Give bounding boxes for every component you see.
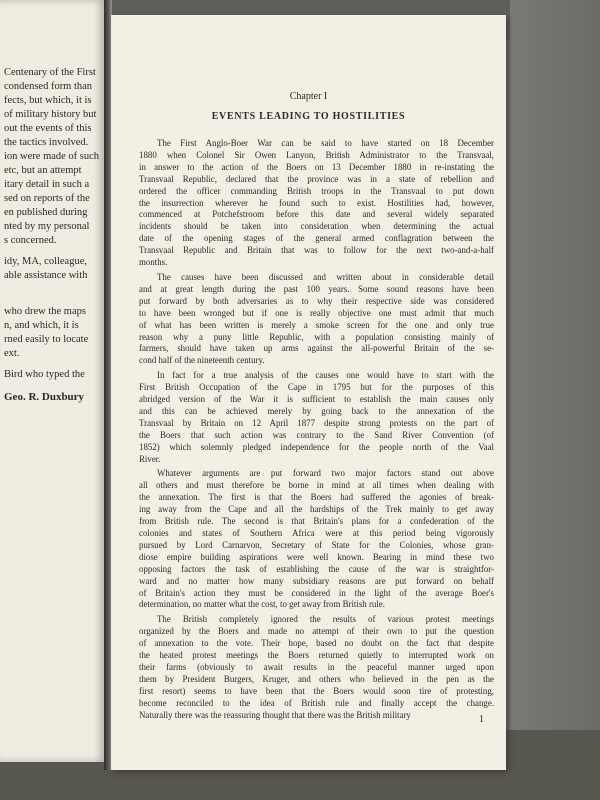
body-line: in answer to the action of the Boers on 13 December 1880 in re-instating the xyxy=(139,161,494,172)
body-line: ing away from the Cape and all the hardships of the Trek mainly to get away xyxy=(139,504,494,515)
left-page-line: fects, but which, it is xyxy=(4,95,92,106)
left-page-line: rned easily to locate xyxy=(4,334,89,345)
body-line: the heated protest meetings the Boers returned quietly to interrupted work on xyxy=(139,650,494,661)
body-line: commenced at Potchefstroom before this date and several widely separated xyxy=(139,209,494,220)
left-page-line: Centenary of the First xyxy=(4,67,96,78)
body-line: put forward by both adversaries as to why their respective side was considered xyxy=(139,295,494,306)
body-line: of annexation to the vote. Their hope, based no doubt on the fact that despite xyxy=(139,638,494,649)
left-page-line: able assistance with xyxy=(4,270,88,281)
body-line: the insurrection wherever he found such to exist. Hostilities had, however, xyxy=(139,197,494,208)
left-page-line: Bird who typed the xyxy=(4,369,85,380)
left-page-line: etc, but an attempt xyxy=(4,165,82,176)
body-line: from British rule. The second is that Britain's plans for a confederation of the xyxy=(139,516,494,527)
body-line: first resort) seems to have been that the Boers would soon tire of protesting, xyxy=(139,685,494,696)
body-line: In fact for a true analysis of the causes one would have to start with the xyxy=(157,370,494,381)
left-page-line: sed on reports of the xyxy=(4,193,90,204)
left-page-line: nted by my personal xyxy=(4,221,90,232)
body-line: reason why a puny little Republic, with a population consisting mainly of xyxy=(139,331,494,342)
body-line: diose empire building aspirations were well known. Bearing in mind these two xyxy=(139,551,494,562)
body-line: months. xyxy=(139,257,168,268)
body-line: incidents should be taken into consideration when determining the actual xyxy=(139,221,494,232)
body-line: 1880 when Colonel Sir Owen Lanyon, British Administrator to the Transvaal, xyxy=(139,149,494,160)
body-line: ward and no matter how many subsidiary reasons are put forward on behalf xyxy=(139,575,494,586)
body-line: all others and must therefore be borne in mind at all times when dealing with xyxy=(139,480,494,491)
body-line: The causes have been discussed and written about in considerable detail xyxy=(157,271,494,282)
body-line: Transvaal Republic and Britain that was to follow for the next two-and-a-half xyxy=(139,245,494,256)
body-text xyxy=(139,138,494,722)
body-line: and at great length during the past 100 years. Some sound reasons have been xyxy=(139,283,494,294)
left-page-line: n, and which, it is xyxy=(4,320,79,331)
left-page-line: the tactics involved. xyxy=(4,137,89,148)
body-line: the annexation. The first is that the Boers had suffered the agonies of break- xyxy=(139,492,494,503)
body-line: to have been wronged but if one is really objective one must admit that much xyxy=(139,307,494,318)
left-page-line: condensed form than xyxy=(4,81,93,92)
left-page-line: who drew the maps xyxy=(4,306,86,317)
body-line: Naturally there was the reassuring thought that there was the British military xyxy=(139,709,411,720)
body-line: opposing factors the task of establishing the cause of the war is straightfor- xyxy=(139,563,494,574)
body-line: ordered the officer commanding British troops in the Transvaal to put down xyxy=(139,185,494,196)
body-line: 1852) which solemnly pledged independence for the people north of the Vaal xyxy=(139,441,494,452)
body-line: organized by the Boers and made no attempt of their own to put the question xyxy=(139,626,494,637)
left-page-line: s concerned. xyxy=(4,235,57,246)
page-number: 1 xyxy=(479,714,484,725)
body-line: cond half of the nineteenth century. xyxy=(139,355,265,366)
body-line: abridged version of the War it is sufficient to establish the main causes only xyxy=(139,394,494,405)
body-line: The First Anglo-Boer War can be said to have started on 18 December xyxy=(157,138,494,148)
left-page-line: ext. xyxy=(4,348,20,359)
body-line: them by President Burgers, Kruger, and others who believed in the pen as the xyxy=(139,673,494,684)
body-line: farmers, should have taken up arms against the all-powerful Britain of the se- xyxy=(139,343,494,354)
body-line: colonies and states of Southern Africa were at this period being vigorously xyxy=(139,528,494,538)
body-line: date of the opening stages of the general armed conflagration between the xyxy=(139,233,494,244)
left-page-signature: Geo. R. Duxbury xyxy=(4,391,85,403)
left-page-line: en published during xyxy=(4,207,88,218)
left-page-line: ion were made of such xyxy=(4,151,100,162)
previous-page xyxy=(0,0,106,762)
chapter-title: EVENTS LEADING TO HOSTILITIES xyxy=(211,111,406,122)
body-line: the Boers that such action was contrary to the Sand River Convention (of xyxy=(139,429,494,440)
body-line: and this can be achieved merely by going back to the annexation of the xyxy=(139,405,494,416)
body-line: pursued by Lord Carnarvon, Secretary of State for the Colonies, whose gran- xyxy=(139,539,494,550)
book-page xyxy=(111,15,506,770)
body-line: First British Occupation of the Cape in 1795 but for the purposes of this xyxy=(139,382,494,393)
background-right xyxy=(510,0,600,800)
body-line: become reconciled to the idea of British rule and finally accept the change. xyxy=(139,697,494,708)
chapter-heading: Chapter I xyxy=(289,91,328,102)
body-line: their farms (obviously to await results in the peaceful manner urged upon xyxy=(139,661,494,672)
body-line: Transvaal Republic, declared that the province was in a state of rebellion and xyxy=(139,173,494,184)
body-line: determination, no matter what the cost, to get away from British rule. xyxy=(139,599,385,610)
left-page-line: idy, MA, colleague, xyxy=(4,256,88,267)
body-line: Whatever arguments are put forward two major factors stand out above xyxy=(157,468,494,479)
body-line: of what has been written is merely a smoke screen for the one and only true xyxy=(139,319,494,330)
left-page-line: of military history but xyxy=(4,109,97,120)
left-page-line: itary detail in such a xyxy=(4,179,90,190)
body-line: The British completely ignored the results of various protest meetings xyxy=(157,614,494,625)
left-page-line: out the events of this xyxy=(4,123,92,134)
body-line: River. xyxy=(139,453,161,464)
body-line: of Britain's action they must be considered in the light of the average Boer's xyxy=(139,587,494,598)
body-line: Transvaal by Britain on 12 April 1877 despite strong protests on the part of xyxy=(139,417,494,428)
